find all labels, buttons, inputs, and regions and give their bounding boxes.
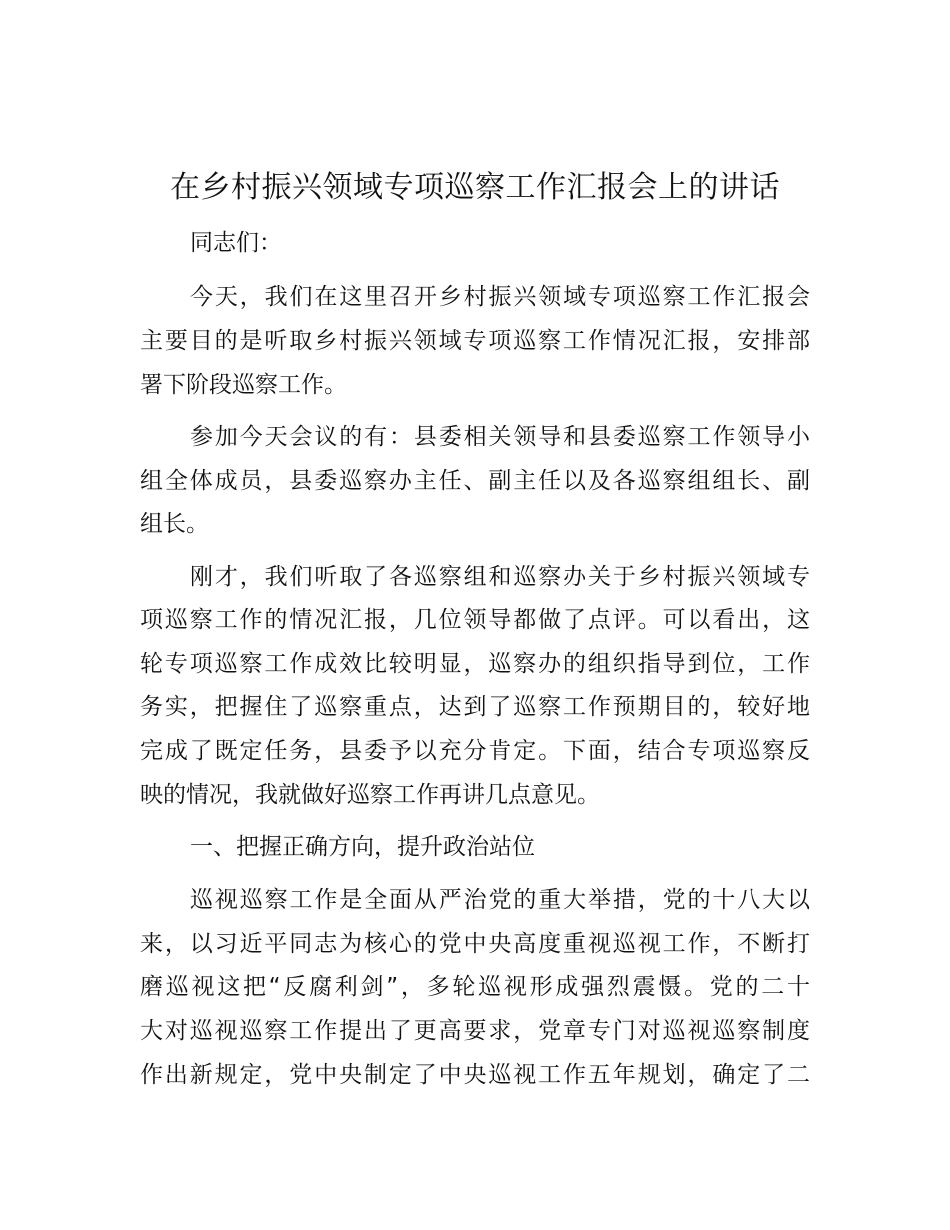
paragraph-line: 项巡察工作的情况汇报，几位领导都做了点评。可以看出，这 bbox=[140, 607, 810, 633]
paragraph-line: 今天，我们在这里召开乡村振兴领域专项巡察工作汇报会 bbox=[190, 284, 810, 310]
section-heading: 一、把握正确方向，提升政治站位 bbox=[190, 834, 535, 860]
paragraph-line: 来，以习近平同志为核心的党中央高度重视巡视工作，不断打 bbox=[140, 931, 810, 957]
paragraph-line: 刚才，我们听取了各巡察组和巡察办关于乡村振兴领域专 bbox=[190, 564, 810, 590]
paragraph-line: 轮专项巡察工作成效比较明显，巡察办的组织指导到位，工作 bbox=[140, 651, 810, 677]
paragraph-line: 署下阶段巡察工作。 bbox=[140, 372, 347, 398]
paragraph-line: 参加今天会议的有：县委相关领导和县委巡察工作领导小 bbox=[190, 424, 810, 450]
paragraph-line: 大对巡视巡察工作提出了更高要求，党章专门对巡视巡察制度 bbox=[140, 1018, 810, 1044]
paragraph-line: 磨巡视这把“反腐利剑”，多轮巡视形成强烈震慑。党的二十 bbox=[140, 974, 810, 1000]
paragraph-line: 完成了既定任务，县委予以充分肯定。下面，结合专项巡察反 bbox=[140, 738, 810, 764]
paragraph-line: 务实，把握住了巡察重点，达到了巡察工作预期目的，较好地 bbox=[140, 694, 810, 720]
paragraph-line: 映的情况，我就做好巡察工作再讲几点意见。 bbox=[140, 782, 600, 808]
paragraph-line: 主要目的是听取乡村振兴领域专项巡察工作情况汇报，安排部 bbox=[140, 328, 810, 354]
paragraph-line: 组全体成员，县委巡察办主任、副主任以及各巡察组组长、副 bbox=[140, 468, 810, 494]
paragraph-line: 组长。 bbox=[140, 511, 209, 537]
paragraph-line: 巡视巡察工作是全面从严治党的重大举措，党的十八大以 bbox=[190, 887, 810, 913]
salutation: 同志们： bbox=[190, 230, 282, 256]
document-title: 在乡村振兴领域专项巡察工作汇报会上的讲话 bbox=[170, 170, 780, 205]
paragraph-line: 作出新规定，党中央制定了中央巡视工作五年规划，确定了二 bbox=[140, 1062, 810, 1088]
